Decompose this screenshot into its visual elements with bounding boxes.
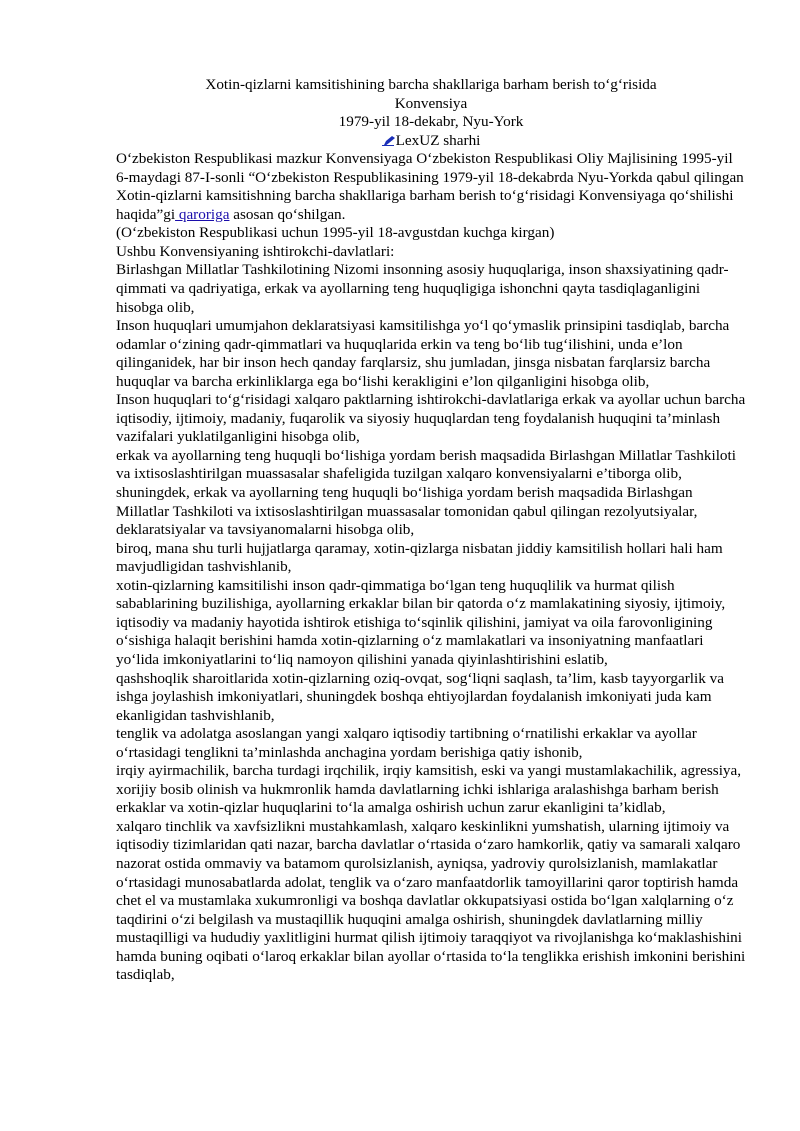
preamble-paragraph: Inson huquqlari to‘g‘risidagi xalqaro paktlarning ishtirokchi-davlatlariga erkak va ayollar uchun barcha iqtisodiy, ijtimoiy, madaniy, fuqarolik va siyosiy huquqlardan teng foydalanish huquqini ta’minlash vazifalari yuklatilganligini hisobga olib, [116, 391, 746, 446]
preamble-paragraph: biroq, mana shu turli hujjatlarga qaramay, xotin-qizlarga nisbatan jiddiy kamsitilish hollari hali ham mavjudligidan tashvishlanib, [116, 539, 723, 576]
preamble-paragraph: xotin-qizlarning kamsitilishi inson qadr-qimmatiga bo‘lgan teng huquqlilik va hurmat qilish sabablarining buzilishiga, ayollarning erkaklar bilan bir qatorda o‘z mamlakatining siyosiy, ijtimoiy, iqtisodiy va madaniy hayotida ishtirok etishiga to‘sqinlik qilishini, jamiyat va oila farovonligining o‘sishiga halaqit berishini hamda xotin-qizlarning o‘z mamlakatlari va insoniyatning manfaatlari yo‘lida imkoniyatlarini to‘liq namoyon qilishini yanada qiyinlashtirishini eslatib, [116, 576, 726, 668]
preamble-paragraph: qashshoqlik sharoitlarida xotin-qizlarning oziq-ovqat, sog‘liqni saqlash, ta’lim, kasb tayyorgarlik va ishga joylashish imkoniyatlari, shuningdek boshqa ehtiyojlardan foydalanish imkoniyati juda kam ekanligidan tashvishlanib, [116, 669, 724, 724]
document-page [116, 76, 746, 985]
preamble-paragraph: Ushbu Konvensiyaning ishtirokchi-davlatlari: [116, 242, 395, 260]
pencil-icon [382, 136, 395, 146]
intro-text-end: asosan qo‘shilgan. [229, 205, 346, 223]
preamble-paragraph: xalqaro tinchlik va xavfsizlikni mustahkamlash, xalqaro keskinlikni yumshatish, ularning ijtimoiy va iqtisodiy tizimlaridan qati nazar, barcha davlatlar o‘rtasida o‘zaro hamkorlik, qatiy va samarali xalqaro nazorat ostida ommaviy va batamom qurolsizlanish, ayniqsa, yadroviy qurolsizlanish, mamlakatlar o‘rtasidagi munosabatlarda adolat, tenglik va o‘zaro manfaatdorlik tamoyillarini qaror toptirish hamda chet el va mustamlaka xukumronligi va boshqa davlatlar okkupatsiyasi ostida bo‘lgan xalqlarning o‘z taqdirini o‘zi belgilash va mustaqillik huquqini amalga oshirish, shuningdek davlatlarning milliy mustaqilligi va hududiy yaxlitligini hurmat qilish ijtimoiy taraqqiyot va rivojlanishga ko‘maklashishini hamda buning oqibati o‘laroq erkaklar bilan ayollar o‘rtasida to‘la tenglikka erishish imkonini berishini tasdiqlab, [116, 817, 746, 984]
intro-paragraph [116, 150, 746, 224]
qaror-link[interactable]: qaroriga [175, 205, 230, 223]
preamble-paragraph: Birlashgan Millatlar Tashkilotining Nizomi insonning asosiy huquqlariga, inson shaxsiyatining qadr-qimmati va qadriyatiga, erkak va ayollarning teng huquqligiga ishonchni qayta tasdiqlaganligini hisobga olib, [116, 261, 729, 316]
document-header [116, 76, 746, 150]
effective-note: (O‘zbekiston Respublikasi uchun 1995-yil 18-avgustdan kuchga kirgan) [116, 224, 555, 242]
document-title: Xotin-qizlarni kamsitishining barcha shakllariga barham berish to‘g‘risida [205, 76, 657, 93]
lexuz-sharh-link[interactable] [116, 132, 746, 151]
preamble-paragraph: irqiy ayirmachilik, barcha turdagi irqchilik, irqiy kamsitish, eski va yangi mustamlakachilik, agressiya, xorijiy bosib olinish va hukmronlik hamda davlatlarning ichki ishlariga aralashishga barham berish erkaklar va xotin-qizlar huquqlarini to‘la amalga oshirish uchun zarur ekanligini ta’kidlab, [116, 762, 742, 817]
intro-text: O‘zbekiston Respublikasi mazkur Konvensiyaga O‘zbekiston Respublikasi Oliy Majlisining 1995-yil 6-maydagi 87-I-sonli “O‘zbekiston Respublikasining 1979-yil 18-dekabrda Nyu-Yorkda qabul qilingan Xotin-qizlarni kamsitishning barcha shakllariga barham berish to‘g‘risidagi Konvensiyaga qo‘shilishi haqida”gi [116, 150, 744, 223]
preamble-paragraph: tenglik va adolatga asoslangan yangi xalqaro iqtisodiy tartibning o‘rnatilishi erkaklar va ayollar o‘rtasidagi tenglikni ta’minlashda anchagina yordam berishiga qatiy ishonib, [116, 725, 697, 761]
lexuz-sharh-label[interactable]: LexUZ sharhi [395, 131, 481, 149]
preamble-paragraph: shuningdek, erkak va ayollarning teng huquqli bo‘lishiga yordam berish maqsadida Birlashgan Millatlar Tashkiloti va ixtisoslashtirilgan muassasalar tomonidan qabul qilingan rezolyutsiyalar, deklaratsiyalar va tavsiyanomalarni hisobga olib, [116, 484, 698, 539]
document-title-line2: Konvensiya [394, 94, 468, 112]
preamble-paragraph: Inson huquqlari umumjahon deklaratsiyasi kamsitilishga yo‘l qo‘ymaslik prinsipini tasdiqlab, barcha odamlar o‘zining qadr-qimmatlari va huquqlarida erkin va teng bo‘lib tug‘ilishini, unda e’lon qilinganidek, har bir inson hech qanday farqlarsiz, shu jumladan, jinsga nisbatan farqlarsiz barcha huquqlar va barcha erkinliklarga ega bo‘lishi kerakligini e’lon qilganligini hisobga olib, [116, 317, 730, 390]
preamble-paragraph: erkak va ayollarning teng huquqli bo‘lishiga yordam berish maqsadida Birlashgan Millatlar Tashkiloti va ixtisoslashtirilgan muassasalar shafeligida tuzilgan xalqaro konvensiyalarni e’tiborga olib, [116, 446, 736, 483]
document-date-place: 1979-yil 18-dekabr, Nyu-York [338, 113, 524, 131]
